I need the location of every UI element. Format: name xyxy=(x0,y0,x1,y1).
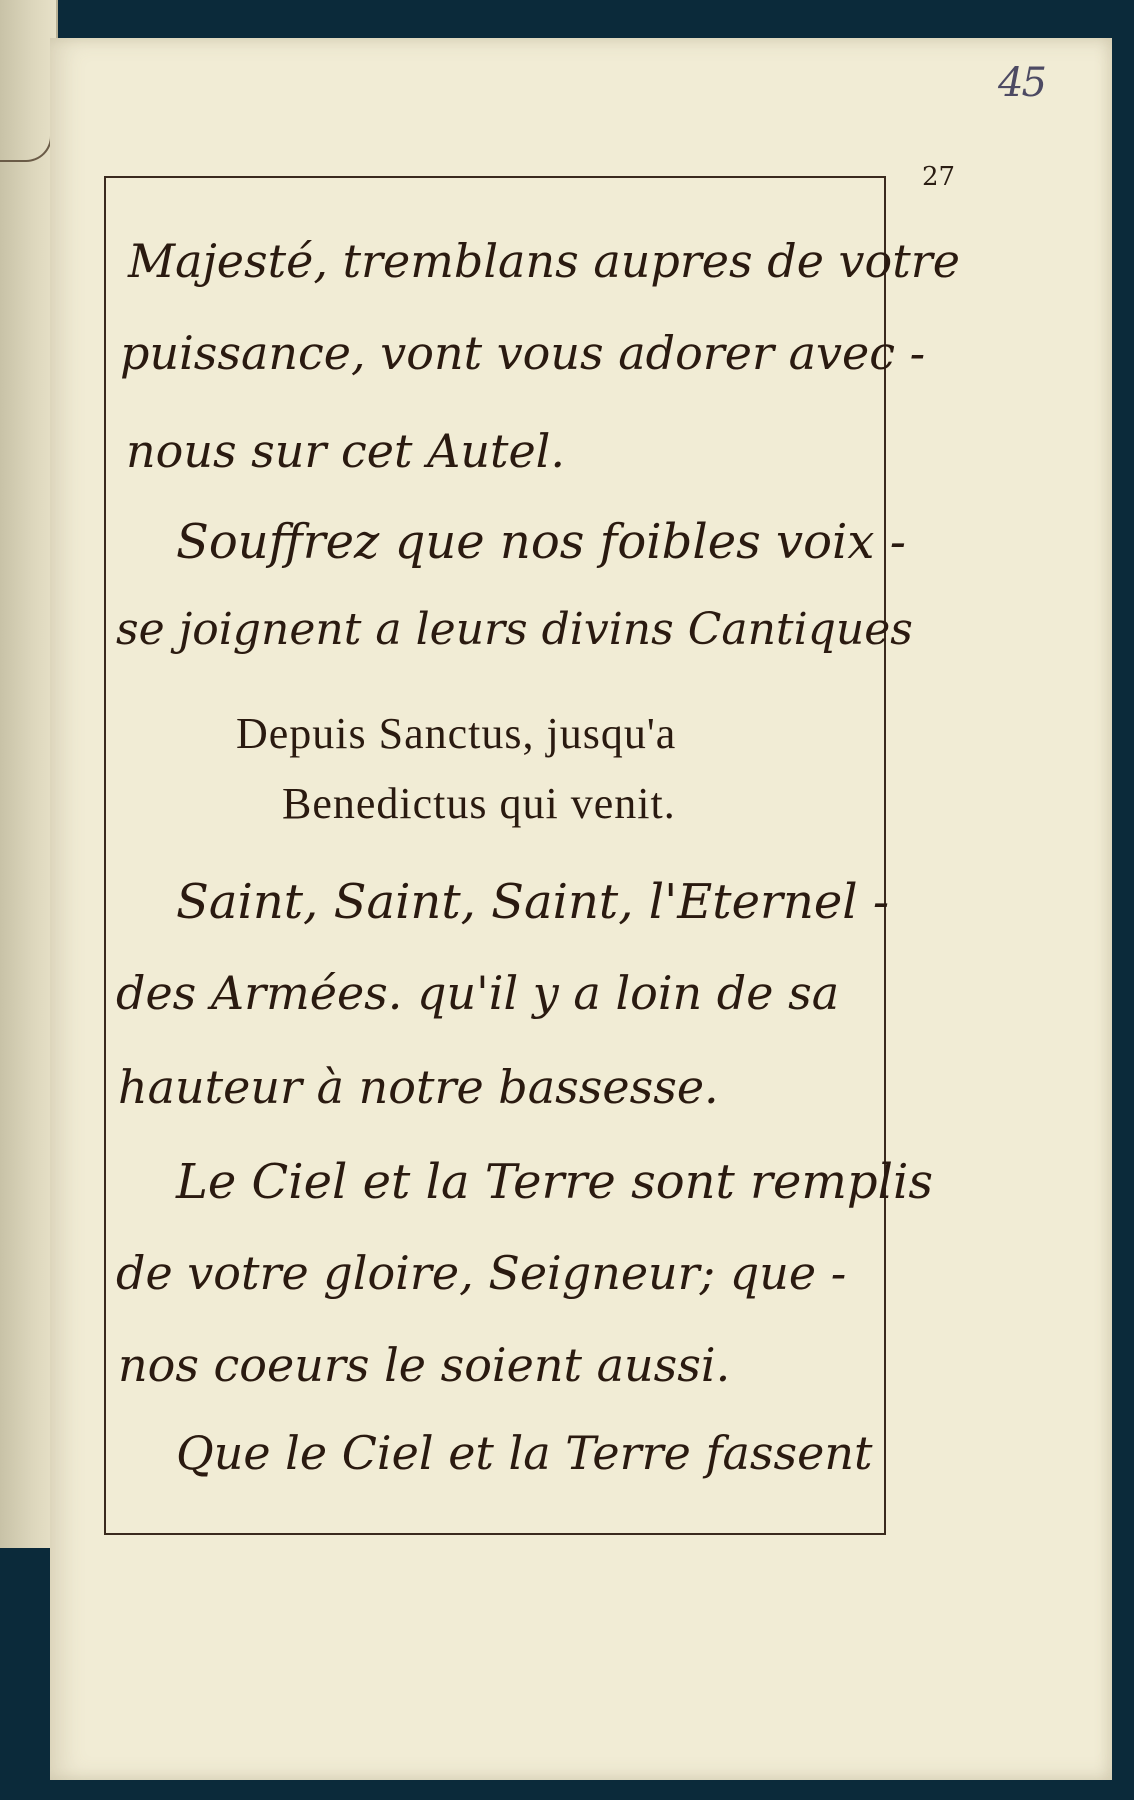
adjacent-page-rule xyxy=(0,120,52,162)
folio-mark: 45 xyxy=(998,60,1045,106)
text-line: Que le Ciel et la Terre fassent xyxy=(176,1426,873,1480)
text-line: de votre gloire, Seigneur; que - xyxy=(116,1246,847,1300)
text-line: des Armées. qu'il y a loin de sa xyxy=(116,966,840,1020)
text-line: Le Ciel et la Terre sont remplis xyxy=(176,1154,933,1210)
page-number: 27 xyxy=(922,162,956,192)
rubric-line: Benedictus qui venit. xyxy=(282,779,676,828)
manuscript-page xyxy=(50,38,1112,1780)
text-line: Souffrez que nos foibles voix - xyxy=(176,514,906,570)
text-line: se joignent a leurs divins Cantiques xyxy=(116,604,913,655)
text-line: hauteur à notre bassesse. xyxy=(118,1060,719,1114)
text-line: Saint, Saint, Saint, l'Eternel - xyxy=(176,874,890,930)
text-line: Majesté, tremblans aupres de votre xyxy=(128,234,960,288)
text-line: nous sur cet Autel. xyxy=(126,424,565,478)
text-line: nos coeurs le soient aussi. xyxy=(118,1338,731,1392)
rubric-line: Depuis Sanctus, jusqu'a xyxy=(236,709,677,758)
text-line: puissance, vont vous adorer avec - xyxy=(120,326,926,380)
